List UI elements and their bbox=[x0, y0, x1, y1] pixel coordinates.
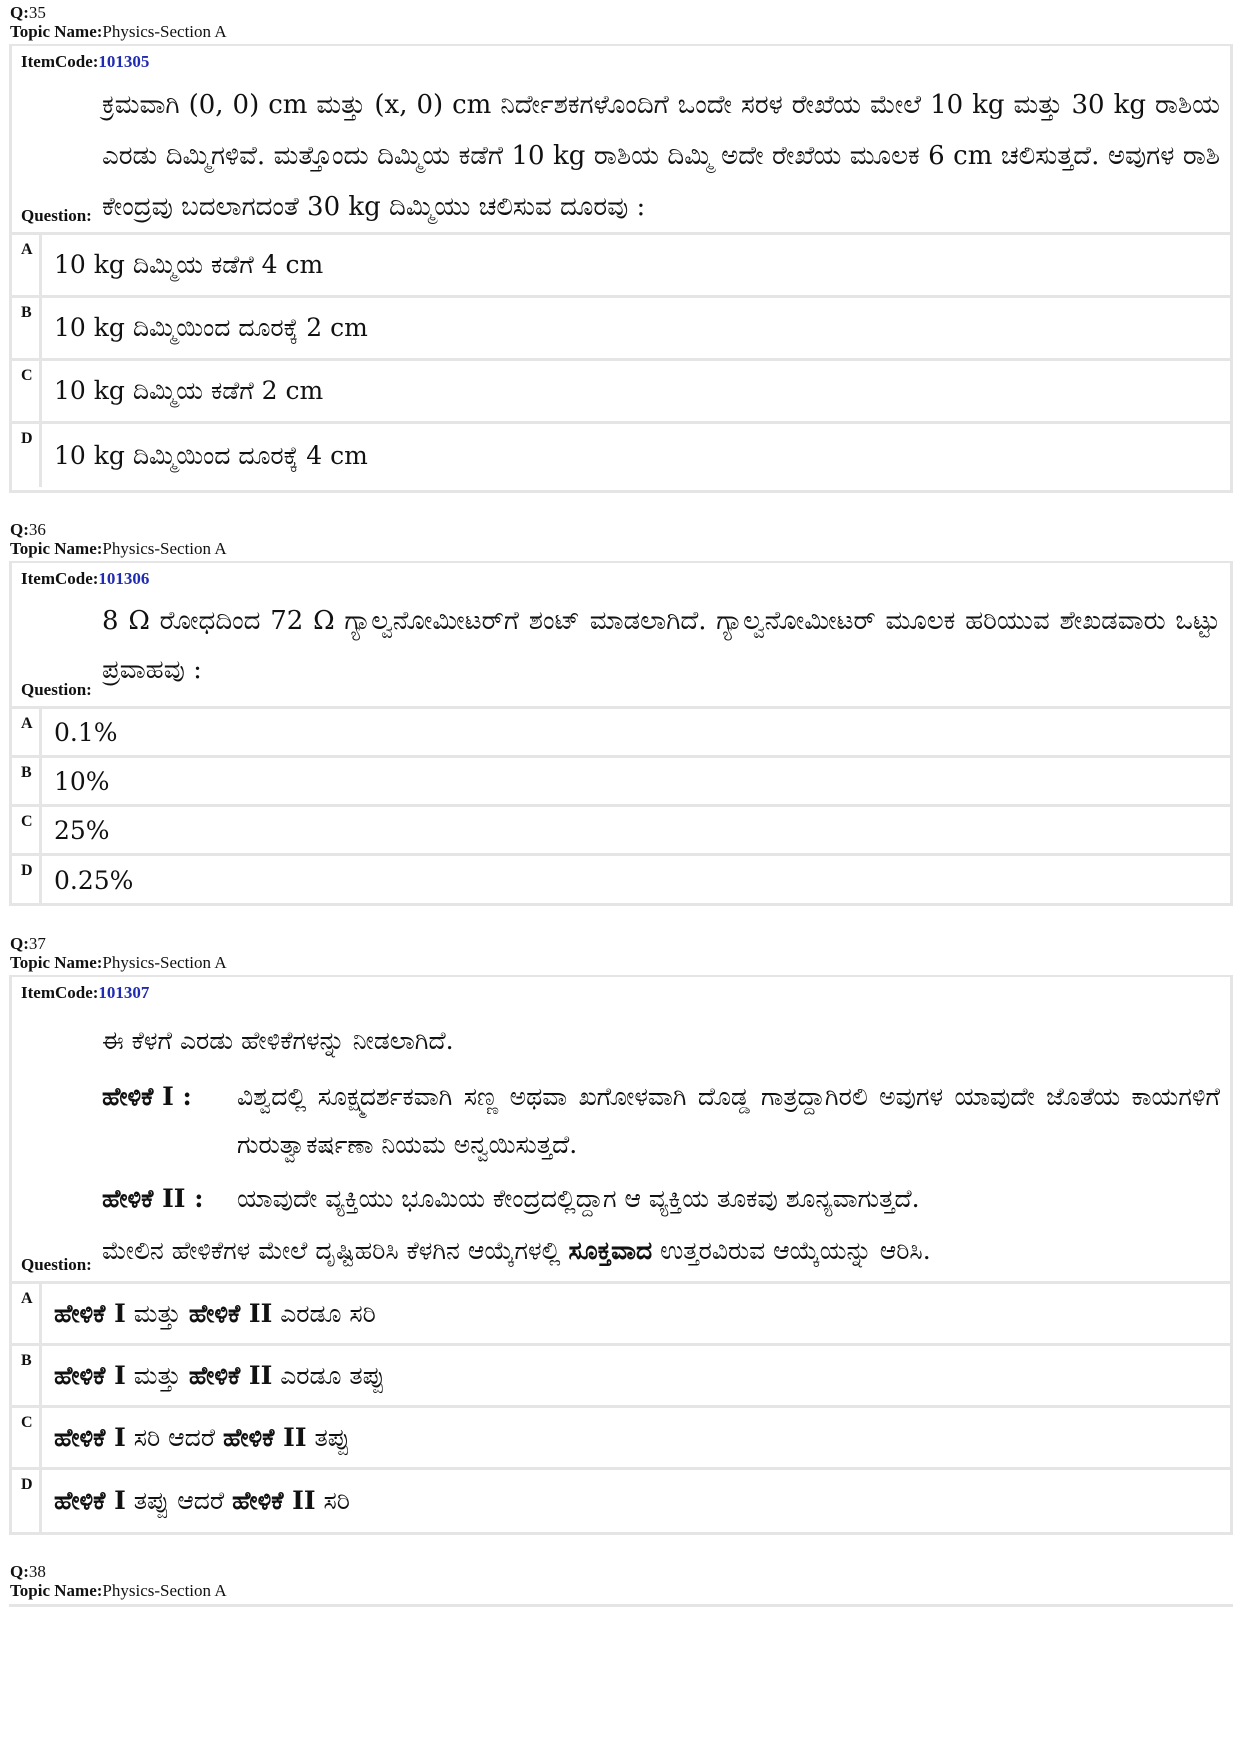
option-text: 10 kg ದಿಮ್ಮಿಯ ಕಡೆಗೆ 4 cm bbox=[54, 250, 324, 279]
option-b[interactable] bbox=[12, 1346, 1230, 1408]
option-a[interactable] bbox=[12, 709, 1230, 758]
option-letter: B bbox=[12, 758, 42, 804]
question-card-top-border bbox=[9, 1604, 1233, 1607]
question-stem bbox=[12, 46, 1230, 235]
question-card bbox=[9, 561, 1233, 906]
option-text: 0.1% bbox=[54, 717, 118, 747]
question-stem bbox=[12, 977, 1230, 1284]
question-label: Question: bbox=[21, 206, 92, 225]
statement-2-text: ಯಾವುದೇ ವ್ಯಕ್ತಿಯು ಭೂಮಿಯ ಕೇಂದ್ರದಲ್ಲಿದ್ದಾಗ ಆ ವ್ಯಕ್ತಿಯ ತೂಕವು ಶೂನ್ಯವಾಗುತ್ತದೆ. bbox=[237, 1184, 920, 1213]
option-letter: D bbox=[12, 424, 42, 487]
question-intro: ಈ ಕೆಳಗೆ ಎರಡು ಹೇಳಿಕೆಗಳನ್ನು ನೀಡಲಾಗಿದೆ. bbox=[102, 1026, 454, 1055]
topic-label: Topic Name: bbox=[10, 539, 103, 558]
option-text: ಹೇಳಿಕೆ I ಮತ್ತು ಹೇಳಿಕೆ II ಎರಡೂ ತಪ್ಪು bbox=[54, 1360, 385, 1390]
question-text: ಕ್ರಮವಾಗಿ (0, 0) cm ಮತ್ತು (x, 0) cm ನಿರ್ದೇಶಕಗಳೊಂದಿಗೆ ಒಂದೇ ಸರಳ ರೇಖೆಯ ಮೇಲೆ 10 kg ಮತ್ತು 30 kg ರಾಶಿಯ ಎರಡು ದಿಮ್ಮಿಗಳಿವೆ. ಮತ್ತೊಂದು ದಿಮ್ಮಿಯ ಕಡೆಗೆ 10 kg ರಾಶಿಯ ದಿಮ್ಮಿ ಅದೇ ರೇಖೆಯ ಮೂಲಕ 6 cm ಚಲಿಸುತ್ತದೆ. ಅವುಗಳ ರಾಶಿ ಕೇಂದ್ರವು ಬದಲಾಗದಂತೆ 30 kg ದಿಮ್ಮಿಯು ಚಲಿಸುವ ದೂರವು : bbox=[102, 90, 1220, 222]
option-b[interactable] bbox=[12, 758, 1230, 807]
question-number: 37 bbox=[28, 934, 46, 953]
question-stem bbox=[12, 563, 1230, 709]
statement-1-text: ವಿಶ್ವದಲ್ಲಿ ಸೂಕ್ಷ್ಮದರ್ಶಕವಾಗಿ ಸಣ್ಣ ಅಥವಾ ಖಗೋಳವಾಗಿ ದೊಡ್ಡ ಗಾತ್ರದ್ದಾಗಿರಲಿ ಅವುಗಳ ಯಾವುದೇ ಜೊತೆಯ ಕಾಯಗಳಿಗೆ ಗುರುತ್ವಾಕರ್ಷಣಾ ನಿಯಮ ಅನ್ವಯಿಸುತ್ತದೆ. bbox=[237, 1082, 1220, 1159]
option-b[interactable] bbox=[12, 298, 1230, 361]
question-number-label: Q: bbox=[10, 520, 29, 539]
topic-label: Topic Name: bbox=[10, 953, 103, 972]
item-code: ItemCode:101307 bbox=[21, 983, 150, 1002]
question-number: 38 bbox=[28, 1562, 46, 1581]
question-number: 35 bbox=[28, 3, 46, 22]
option-letter: C bbox=[12, 807, 42, 853]
option-letter: A bbox=[12, 1284, 42, 1343]
question-label: Question: bbox=[21, 680, 92, 699]
question-number: 36 bbox=[28, 520, 46, 539]
option-text: 10% bbox=[54, 766, 110, 796]
option-text: ಹೇಳಿಕೆ I ಸರಿ ಆದರೆ ಹೇಳಿಕೆ II ತಪ್ಪು bbox=[54, 1422, 350, 1452]
topic-name: Physics-Section A bbox=[102, 953, 227, 972]
option-c[interactable] bbox=[12, 807, 1230, 856]
option-text: ಹೇಳಿಕೆ I ತಪ್ಪು ಆದರೆ ಹೇಳಿಕೆ II ಸರಿ bbox=[54, 1486, 350, 1515]
question-header bbox=[10, 934, 227, 972]
topic-label: Topic Name: bbox=[10, 1581, 103, 1600]
question-text bbox=[102, 1017, 1220, 1275]
option-d[interactable] bbox=[12, 856, 1230, 905]
question-number-label: Q: bbox=[10, 3, 29, 22]
option-letter: B bbox=[12, 298, 42, 358]
option-letter: C bbox=[12, 361, 42, 421]
statement-1 bbox=[102, 1073, 1220, 1169]
option-d[interactable] bbox=[12, 424, 1230, 487]
question-card bbox=[9, 44, 1233, 493]
question-header bbox=[10, 1562, 227, 1600]
option-a[interactable] bbox=[12, 1284, 1230, 1346]
option-letter: D bbox=[12, 856, 42, 905]
topic-name: Physics-Section A bbox=[102, 22, 227, 41]
option-letter: D bbox=[12, 1470, 42, 1532]
question-label: Question: bbox=[21, 1255, 92, 1274]
option-d[interactable] bbox=[12, 1470, 1230, 1532]
question-number-label: Q: bbox=[10, 1562, 29, 1581]
item-code: ItemCode:101306 bbox=[21, 569, 150, 588]
topic-label: Topic Name: bbox=[10, 22, 103, 41]
question-instruction: ಮೇಲಿನ ಹೇಳಿಕೆಗಳ ಮೇಲೆ ದೃಷ್ಟಿಹರಿಸಿ ಕೆಳಗಿನ ಆಯ್ಕೆಗಳಲ್ಲಿ ಸೂಕ್ತವಾದ ಉತ್ತರವಿರುವ ಆಯ್ಕೆಯನ್ನು ಆರಿಸಿ. bbox=[102, 1236, 931, 1265]
option-letter: C bbox=[12, 1408, 42, 1467]
option-letter: A bbox=[12, 709, 42, 755]
option-text: ಹೇಳಿಕೆ I ಮತ್ತು ಹೇಳಿಕೆ II ಎರಡೂ ಸರಿ bbox=[54, 1298, 376, 1328]
statement-2 bbox=[102, 1175, 1220, 1223]
item-code: ItemCode:101305 bbox=[21, 52, 150, 71]
topic-name: Physics-Section A bbox=[102, 1581, 227, 1600]
option-letter: A bbox=[12, 235, 42, 295]
option-letter: B bbox=[12, 1346, 42, 1405]
option-text: 10 kg ದಿಮ್ಮಿಯಿಂದ ದೂರಕ್ಕೆ 2 cm bbox=[54, 313, 368, 342]
topic-name: Physics-Section A bbox=[102, 539, 227, 558]
question-card bbox=[9, 975, 1233, 1535]
option-text: 10 kg ದಿಮ್ಮಿಯ ಕಡೆಗೆ 2 cm bbox=[54, 376, 324, 405]
question-header bbox=[10, 3, 227, 41]
statement-2-label: ಹೇಳಿಕೆ II : bbox=[102, 1184, 204, 1213]
option-text: 25% bbox=[54, 815, 110, 845]
option-a[interactable] bbox=[12, 235, 1230, 298]
question-number-label: Q: bbox=[10, 934, 29, 953]
option-c[interactable] bbox=[12, 361, 1230, 424]
option-text: 0.25% bbox=[54, 866, 134, 895]
statement-1-label: ಹೇಳಿಕೆ I : bbox=[102, 1082, 192, 1111]
option-text: 10 kg ದಿಮ್ಮಿಯಿಂದ ದೂರಕ್ಕೆ 4 cm bbox=[54, 440, 368, 470]
question-text: 8 Ω ರೋಧದಿಂದ 72 Ω ಗ್ಯಾಲ್ವನೋಮೀಟರ್‌ಗೆ ಶಂಟ್ ಮಾಡಲಾಗಿದೆ. ಗ್ಯಾಲ್ವನೋಮೀಟರ್ ಮೂಲಕ ಹರಿಯುವ ಶೇಖಡವಾರು ಒಟ್ಟು ಪ್ರವಾಹವು : bbox=[102, 606, 1220, 685]
option-c[interactable] bbox=[12, 1408, 1230, 1470]
question-header bbox=[10, 520, 227, 558]
